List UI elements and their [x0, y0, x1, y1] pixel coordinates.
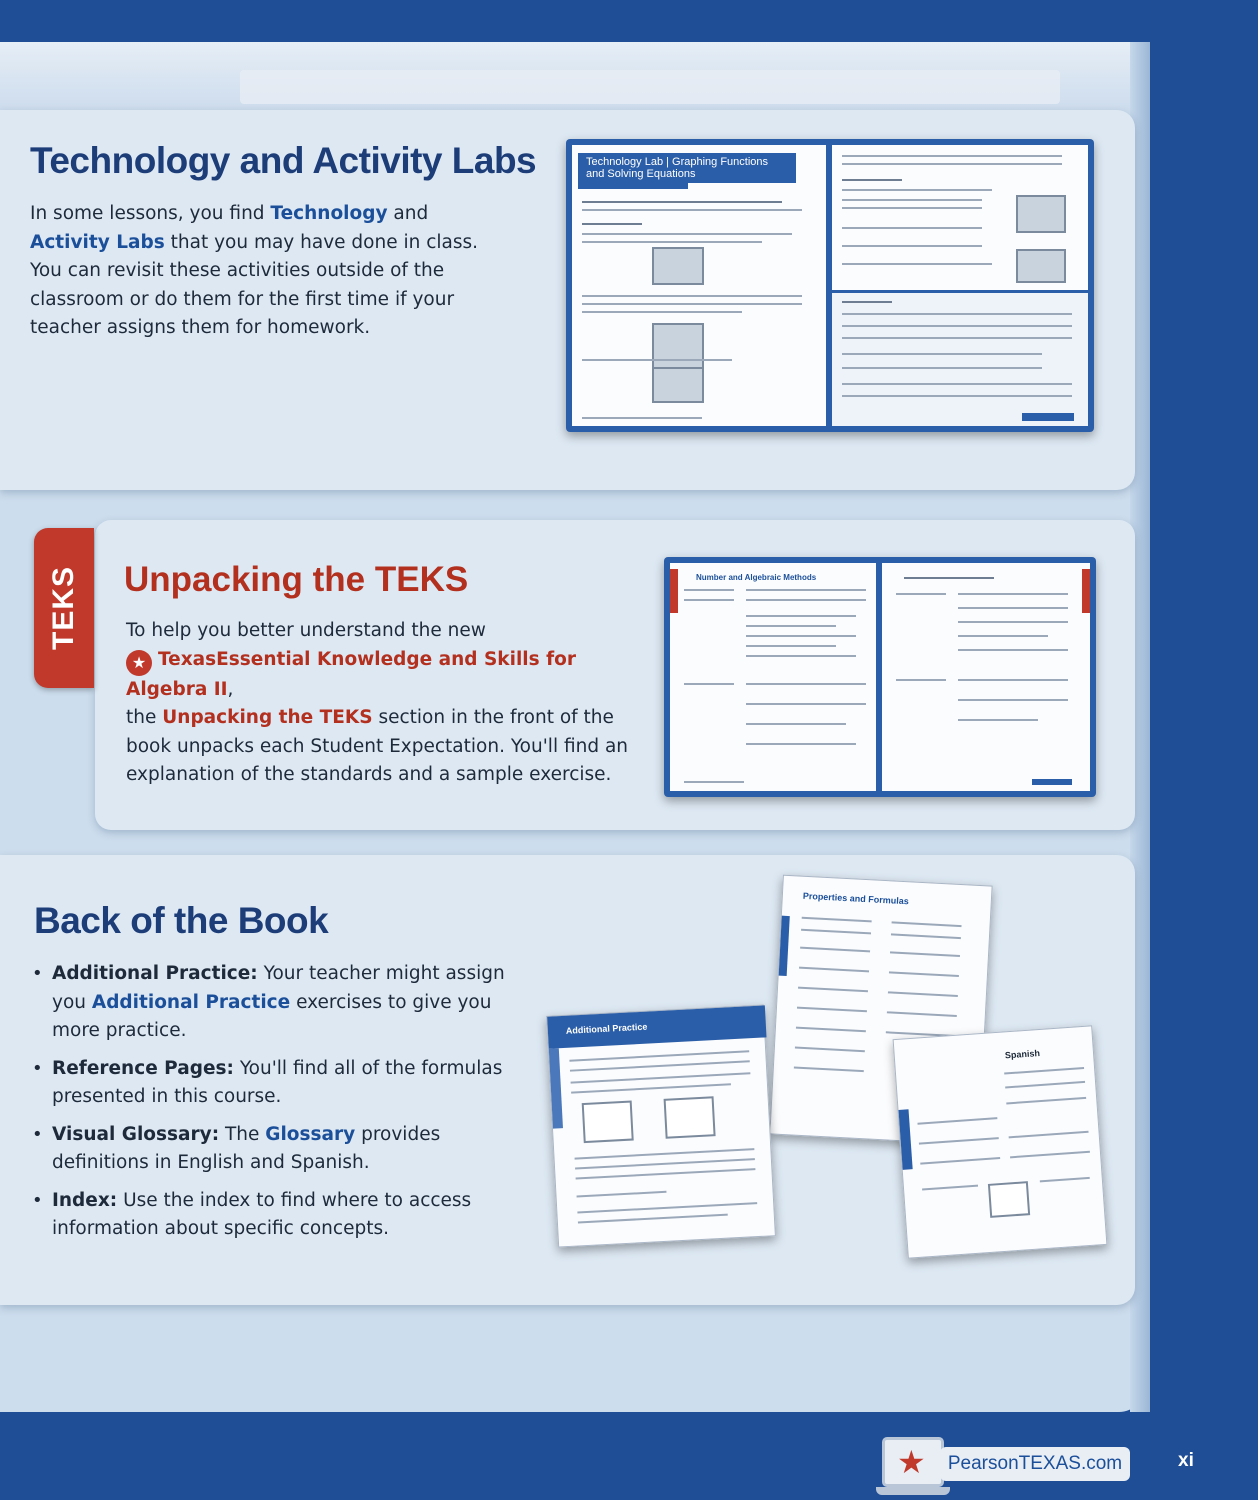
sheet-line [576, 1168, 756, 1179]
book-line [842, 263, 992, 265]
sheet-line [571, 1083, 731, 1093]
unpacking-teks-book-image [664, 557, 1096, 797]
laptop-base [876, 1487, 950, 1495]
book-line [746, 655, 856, 657]
sheet-line [577, 1202, 757, 1213]
pearson-texas-link[interactable]: PearsonTEXAS.com [940, 1447, 1130, 1481]
teks-knowledge-line [126, 646, 646, 705]
sheet-line [794, 1067, 864, 1073]
book-line [746, 599, 866, 601]
sheet-line [575, 1148, 755, 1159]
bullet-text: Your teacher might assign you [52, 963, 505, 1013]
activity-labs-link[interactable]: Activity Labs [30, 231, 165, 253]
book-right-page-top [832, 145, 1088, 290]
sheet-title: Spanish [1004, 1048, 1041, 1061]
teks-comma: , [227, 678, 234, 700]
book-line [684, 683, 734, 685]
book-line [958, 621, 1068, 623]
book-line [582, 223, 642, 225]
calculator-screenshot [1016, 195, 1066, 233]
texas-star-icon: ★ [126, 650, 152, 676]
book-left-page [572, 145, 826, 426]
calculator-screenshot [1016, 249, 1066, 283]
sheet-line [891, 933, 961, 939]
book-footer-line [582, 417, 702, 419]
book-line [746, 625, 836, 627]
sheet-line [802, 917, 872, 923]
teks-text-3a: the [126, 707, 163, 728]
book-line [842, 367, 1042, 369]
graph-thumbnail [664, 1096, 716, 1139]
book-line [842, 155, 1062, 157]
sheet-line [920, 1157, 1000, 1165]
book-line [746, 645, 836, 647]
book-line [842, 325, 1072, 327]
sheet-line [892, 921, 962, 927]
teks-text-block [126, 704, 646, 790]
book-line [896, 679, 946, 681]
sheet-line [797, 1007, 867, 1013]
book-line [958, 719, 1038, 721]
list-item-visual-glossary [32, 1121, 522, 1178]
bullet-text: provides definitions in English and Spanish. [52, 1123, 441, 1173]
teks-book-red-tab [1082, 569, 1090, 613]
book-line [582, 295, 802, 297]
book-line [842, 227, 982, 229]
book-line [842, 313, 1072, 315]
book-tag [578, 183, 688, 189]
book-line [746, 615, 856, 617]
graph-thumbnail [988, 1181, 1030, 1218]
technology-link[interactable]: Technology [270, 203, 388, 224]
sheet-line [888, 991, 958, 997]
page-number: xi [1178, 1450, 1194, 1471]
book-site-tag [1022, 413, 1074, 421]
sheet-line [919, 1137, 999, 1145]
book-line [684, 599, 734, 601]
sheet-line [1040, 1177, 1090, 1182]
bleed-through-banner [240, 70, 1060, 104]
teks-description [126, 617, 646, 790]
teks-knowledge-link[interactable]: TexasEssential Knowledge and Skills for Algebra II [126, 648, 576, 700]
sheet-line [922, 1185, 978, 1191]
book-footer-line [684, 781, 744, 783]
sheet-line [1005, 1081, 1085, 1089]
book-line [684, 589, 734, 591]
sheet-line [917, 1117, 997, 1125]
sheet-line [1010, 1151, 1090, 1159]
book-line [958, 699, 1068, 701]
sheet-title: Additional Practice [565, 1021, 648, 1036]
visual-glossary-page-image [893, 1025, 1108, 1258]
sheet-line [577, 1191, 667, 1198]
book-line [842, 395, 1072, 397]
book-line [746, 723, 846, 725]
teks-text-1: To help you better understand the new [126, 620, 486, 641]
book-line [842, 179, 902, 181]
term-label: Index: [52, 1189, 118, 1211]
book-right-page [882, 563, 1090, 791]
book-line [746, 589, 866, 591]
book-line [746, 703, 866, 705]
pearson-texas-logo[interactable] [882, 1437, 1132, 1497]
sheet-line [571, 1072, 751, 1083]
book-line [896, 593, 946, 595]
book-exercises-box [832, 293, 1088, 426]
technology-text-3: that you may have done in class. You can revisit these activities outside of the classroom or do them for the first time if your teacher assigns them for homework. [30, 231, 479, 338]
bullet-text: Use the index to find where to access information about specific concepts. [52, 1189, 472, 1239]
calculator-screenshot [652, 247, 704, 285]
bullet-text: exercises to give you more practice. [52, 991, 492, 1041]
book-line [582, 241, 762, 243]
book-line [958, 593, 1068, 595]
term-label: Reference Pages: [52, 1057, 234, 1079]
sheet-title: Properties and Formulas [802, 890, 910, 907]
book-line [842, 199, 982, 201]
unpacking-teks-link[interactable]: Unpacking the TEKS [162, 707, 373, 728]
book-lab-bar: Technology Lab | Graphing Functions and Solving Equations [578, 153, 796, 183]
book-line [746, 743, 856, 745]
list-item-reference-pages [32, 1055, 522, 1112]
book-line [582, 359, 732, 361]
technology-text-2: and [387, 203, 429, 224]
sheet-line [570, 1060, 750, 1071]
star-icon: ★ [897, 1443, 926, 1481]
additional-practice-link[interactable]: Additional Practice [91, 991, 291, 1013]
sheet-line [887, 1011, 957, 1017]
sheet-line [795, 1047, 865, 1053]
sheet-side-tab [779, 916, 790, 976]
term-label: Visual Glossary: [52, 1123, 220, 1145]
book-line [958, 649, 1068, 651]
book-line [904, 577, 994, 579]
book-line [582, 311, 742, 313]
book-line [582, 209, 802, 211]
list-item-index [32, 1187, 522, 1244]
laptop-icon [882, 1437, 944, 1487]
technology-description [30, 200, 510, 343]
book-left-page [670, 563, 876, 791]
sheet-side-tab [549, 1048, 563, 1128]
sheet-line [1006, 1097, 1086, 1105]
sheet-line [1009, 1131, 1089, 1139]
book-line [842, 337, 1072, 339]
sheet-side-tab [899, 1109, 913, 1170]
graph-thumbnail [582, 1101, 634, 1144]
book-heading: Number and Algebraic Methods [696, 573, 817, 582]
technology-lab-book-image [566, 139, 1094, 432]
glossary-link[interactable]: Glossary [265, 1123, 356, 1145]
bullet-text: You'll find all of the formulas presented in this course. [52, 1057, 503, 1107]
teks-title: Unpacking the TEKS [124, 560, 469, 599]
additional-practice-page-image [546, 1004, 776, 1247]
sheet-line [800, 947, 870, 953]
book-line [842, 163, 1062, 165]
term-label: Additional Practice: [52, 963, 258, 984]
book-line [582, 201, 782, 203]
book-line [842, 207, 982, 209]
teks-tab [34, 528, 94, 688]
sheet-line [578, 1214, 728, 1224]
sheet-line [798, 987, 868, 993]
teks-book-red-tab [670, 569, 678, 613]
book-line [746, 635, 856, 637]
back-of-book-title: Back of the Book [34, 900, 329, 941]
book-line [958, 679, 1068, 681]
sheet-line [799, 967, 869, 973]
calculator-screenshot [652, 367, 704, 403]
technology-title: Technology and Activity Labs [30, 140, 537, 181]
sheet-line [796, 1027, 866, 1033]
sheet-line [890, 951, 960, 957]
book-line [842, 353, 1042, 355]
book-line [958, 607, 1068, 609]
sheet-line [1004, 1067, 1084, 1075]
sheet-line [569, 1050, 749, 1061]
book-line [746, 683, 866, 685]
book-line [842, 301, 892, 303]
technology-text-1: In some lessons, you find [30, 203, 271, 224]
teks-tab-label: TEKS [47, 565, 80, 651]
book-line [842, 383, 1072, 385]
list-item-additional-practice [32, 960, 522, 1046]
book-line [842, 245, 982, 247]
teks-text-3b: section in the front of the book unpacks each Student Expectation. You'll find an explanation of the standards and a sample exercise. [126, 707, 629, 785]
book-line [582, 303, 802, 305]
book-site-tag [1032, 779, 1072, 785]
sheet-line [801, 929, 871, 935]
book-line [958, 635, 1048, 637]
bullet-text: The [219, 1123, 266, 1145]
sheet-line [889, 971, 959, 977]
back-of-book-list [32, 960, 522, 1253]
sheet-line [575, 1158, 755, 1169]
book-line [842, 189, 992, 191]
calculator-screenshot [652, 323, 704, 369]
book-line [582, 233, 792, 235]
